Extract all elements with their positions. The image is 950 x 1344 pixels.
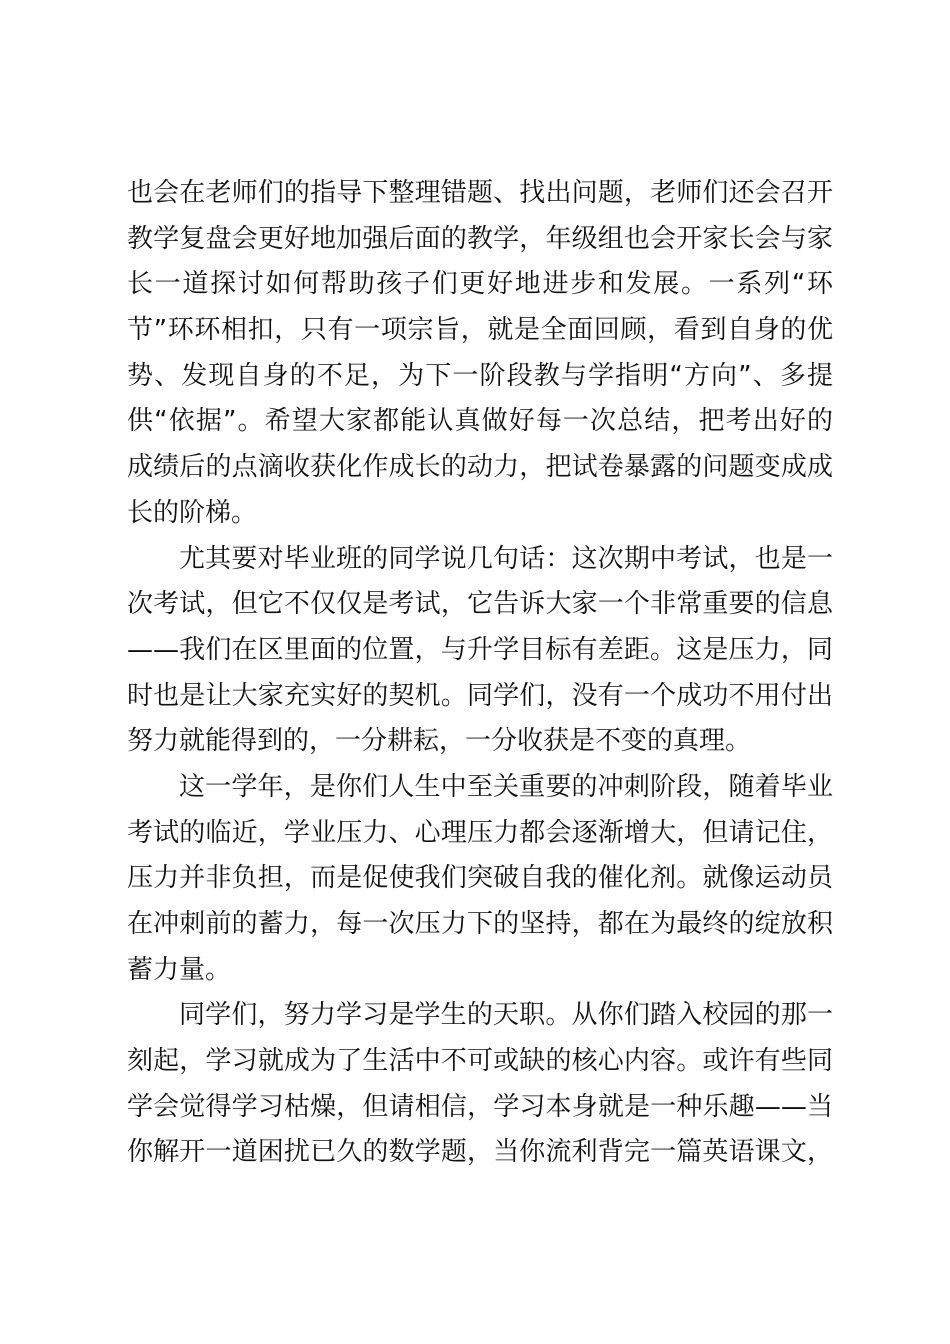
text-line: 这一学年，是你们人生中至关重要的冲刺阶段，随着毕业 xyxy=(179,771,833,802)
text-line: 势、发现自身的不足，为下一阶段教与学指明“方向”、多提 xyxy=(127,360,833,391)
text-line: 蓄力量。 xyxy=(127,954,232,985)
text-line: 次考试，但它不仅仅是考试，它告诉大家一个非常重要的信息 xyxy=(127,589,833,620)
text-line: 尤其要对毕业班的同学说几句话：这次期中考试，也是一 xyxy=(179,543,833,574)
text-line: 教学复盘会更好地加强后面的教学，年级组也会开家长会与家 xyxy=(127,223,833,254)
paragraph-4 xyxy=(127,993,833,1176)
paragraph-1 xyxy=(127,171,833,537)
text-line: 也会在老师们的指导下整理错题、找出问题，老师们还会召开 xyxy=(127,178,833,208)
text-line: 长的阶梯。 xyxy=(127,497,258,528)
text-line: 努力就能得到的，一分耕耘，一分收获是不变的真理。 xyxy=(127,726,752,757)
text-line: 压力并非负担，而是促使我们突破自我的催化剂。就像运动员 xyxy=(127,863,833,894)
document-body xyxy=(127,171,833,1176)
text-line: 供“依据”。希望大家都能认真做好每一次总结，把考出好的 xyxy=(127,406,833,437)
text-line: 你解开一道困扰已久的数学题，当你流利背完一篇英语课文， xyxy=(127,1137,833,1168)
text-line: ——我们在区里面的位置，与升学目标有差距。这是压力，同 xyxy=(127,634,833,665)
text-line: 在冲刺前的蓄力，每一次压力下的坚持，都在为最终的绽放积 xyxy=(127,909,833,939)
paragraph-2 xyxy=(127,537,833,765)
text-line: 节”环环相扣，只有一项宗旨，就是全面回顾，看到自身的优 xyxy=(127,315,833,346)
text-line: 学会觉得学习枯燥，但请相信，学习本身就是一种乐趣——当 xyxy=(127,1091,833,1122)
text-line: 同学们，努力学习是学生的天职。从你们踏入校园的那一 xyxy=(179,1000,833,1031)
text-line: 刻起，学习就成为了生活中不可或缺的核心内容。或许有些同 xyxy=(127,1046,833,1077)
text-line: 成绩后的点滴收获化作成长的动力，把试卷暴露的问题变成成 xyxy=(127,452,833,483)
paragraph-3 xyxy=(127,765,833,993)
text-line: 时也是让大家充实好的契机。同学们，没有一个成功不用付出 xyxy=(127,680,833,711)
text-line: 考试的临近，学业压力、心理压力都会逐渐增大，但请记住， xyxy=(127,817,833,848)
text-line: 长一道探讨如何帮助孩子们更好地进步和发展。一系列“环 xyxy=(127,269,833,300)
